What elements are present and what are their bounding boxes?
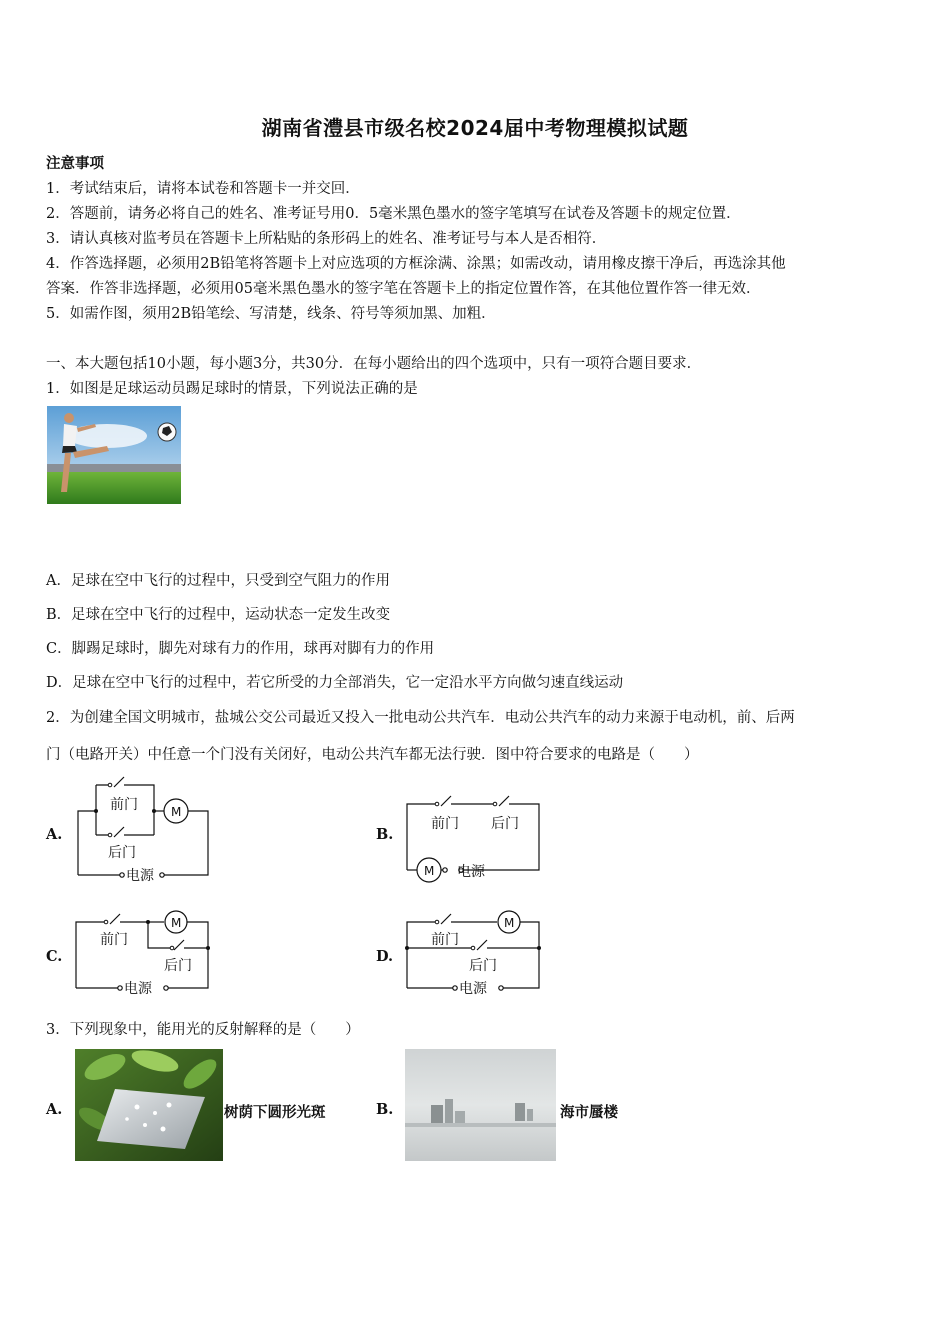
circuit-b-back-label: 后门 [491, 816, 519, 832]
circuit-d-diagram[interactable] [405, 908, 545, 997]
notice-item-5: 5．如需作图，须用2B铅笔绘、写清楚，线条、符号等须加黑、加粗． [46, 306, 496, 322]
soccer-player-photo [47, 406, 181, 504]
circuit-c-front-label: 前门 [100, 932, 128, 948]
section-heading: 一、本大题包括10小题，每小题3分，共30分．在每小题给出的四个选项中，只有一项符合题目要求． [46, 356, 702, 372]
circuit-a-front-label: 前门 [110, 797, 138, 813]
page-title: 湖南省澧县市级名校2024届中考物理模拟试题 [261, 116, 689, 140]
q2-option-a-letter[interactable]: A. [46, 826, 63, 843]
circuit-a-back-label: 后门 [108, 845, 136, 861]
circuit-a-motor-label: M [171, 805, 182, 819]
q1-option-a[interactable]: A．足球在空中飞行的过程中，只受到空气阻力的作用 [46, 573, 390, 589]
q2-option-b-letter[interactable]: B. [376, 826, 394, 843]
circuit-c-motor-label: M [171, 916, 182, 930]
notice-item-4-cont: 答案．作答非选择题，必须用05毫米黑色墨水的签字笔在答题卡上的指定位置作答，在其他位置作答一律无效． [46, 281, 761, 297]
q1-stem: 1．如图是足球运动员踢足球时的情景，下列说法正确的是 [46, 381, 418, 397]
mirage-photo[interactable] [405, 1049, 556, 1161]
circuit-b-diagram[interactable] [405, 792, 543, 884]
q3-caption-b: 海市蜃楼 [560, 1104, 618, 1121]
circuit-b-power-label: 电源 [457, 864, 485, 880]
circuit-c-power-label: 电源 [124, 981, 152, 997]
q1-option-c[interactable]: C．脚踢足球时，脚先对球有力的作用，球再对脚有力的作用 [46, 641, 435, 657]
circuit-d-back-label: 后门 [469, 958, 497, 974]
circuit-c-back-label: 后门 [164, 958, 192, 974]
tree-shade-photo[interactable] [75, 1049, 223, 1161]
q3-stem: 3．下列现象中，能用光的反射解释的是（ ） [46, 1022, 360, 1038]
circuit-c-diagram[interactable] [74, 908, 212, 997]
notice-item-4: 4．作答选择题，必须用2B铅笔将答题卡上对应选项的方框涂满、涂黑；如需改动，请用橡皮擦干净后，再选涂其他 [46, 256, 786, 272]
notice-item-1: 1．考试结束后，请将本试卷和答题卡一并交回． [46, 181, 360, 197]
q3-option-a-letter[interactable]: A. [46, 1101, 63, 1118]
notice-heading: 注意事项 [46, 155, 104, 172]
circuit-d-motor-label: M [504, 916, 515, 930]
notice-item-3: 3．请认真核对监考员在答题卡上所粘贴的条形码上的姓名、准考证号与本人是否相符． [46, 231, 607, 247]
circuit-a-power-label: 电源 [126, 868, 154, 884]
q2-option-c-letter[interactable]: C. [46, 948, 63, 965]
circuit-d-front-label: 前门 [431, 932, 459, 948]
circuit-b-front-label: 前门 [431, 816, 459, 832]
q1-option-b[interactable]: B．足球在空中飞行的过程中，运动状态一定发生改变 [46, 607, 391, 623]
q2-stem-line1: 2．为创建全国文明城市，盐城公交公司最近又投入一批电动公共汽车．电动公共汽车的动力来源于电动机，前、后两 [46, 710, 795, 726]
q3-caption-a: 树荫下圆形光斑 [224, 1104, 326, 1121]
q3-option-b-letter[interactable]: B. [376, 1101, 394, 1118]
q2-option-d-letter[interactable]: D. [376, 948, 394, 965]
circuit-b-motor-label: M [424, 864, 435, 878]
circuit-d-power-label: 电源 [459, 981, 487, 997]
notice-item-2: 2．答题前，请务必将自己的姓名、准考证号用0．5毫米黑色墨水的签字笔填写在试卷及答题卡的规定位置． [46, 206, 741, 222]
q1-option-d[interactable]: D．足球在空中飞行的过程中，若它所受的力全部消失，它一定沿水平方向做匀速直线运动 [46, 675, 624, 691]
q2-stem-line2: 门（电路开关）中任意一个门没有关闭好，电动公共汽车都无法行驶．图中符合要求的电路是（ ） [46, 747, 699, 763]
circuit-a-diagram[interactable] [76, 775, 212, 884]
